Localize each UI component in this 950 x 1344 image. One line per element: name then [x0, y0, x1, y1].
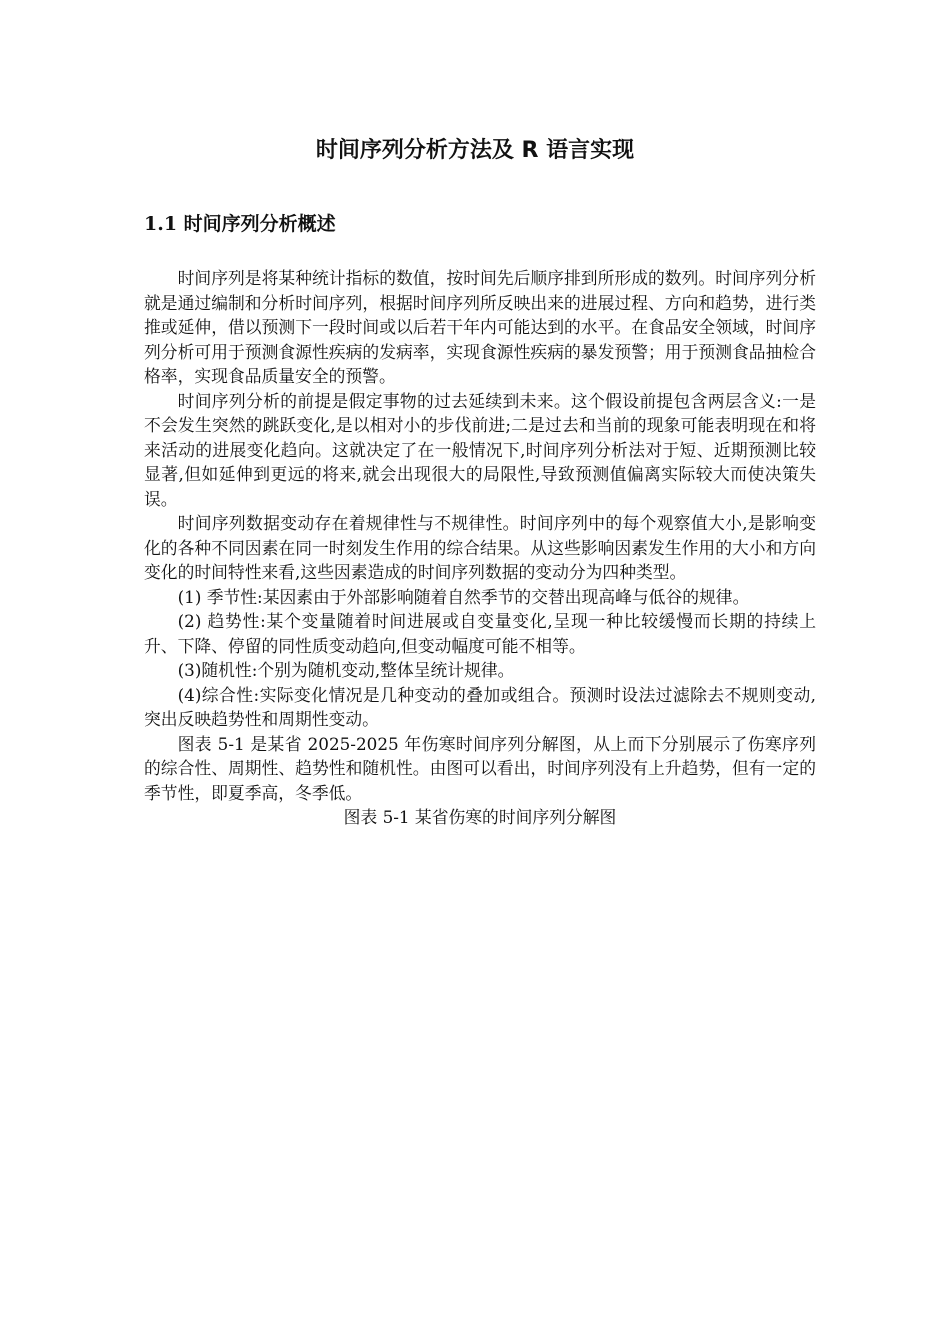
- paragraph-premise: 时间序列分析的前提是假定事物的过去延续到未来。这个假设前提包含两层含义:一是不会发生突然的跳跃变化,是以相对小的步伐前进;二是过去和当前的现象可能表明现在和将来活动的进展变化趋向。这就决定了在一般情况下,时间序列分析法对于短、近期预测比较显著,但如延伸到更远的将来,就会出现很大的局限性,导致预测值偏离实际较大而使决策失误。: [144, 390, 816, 509]
- body-text: [144, 266, 816, 830]
- figure-caption: 图表 5-1 某省伤寒的时间序列分解图: [343, 807, 617, 827]
- list-item-composite: (4)综合性:实际变化情况是几种变动的叠加或组合。预测时设法过滤除去不规则变动,突出反映趋势性和周期性变动。: [144, 684, 816, 729]
- list-item-randomness: (3)随机性:个别为随机变动,整体呈统计规律。: [177, 660, 515, 680]
- paragraph-variation: 时间序列数据变动存在着规律性与不规律性。时间序列中的每个观察值大小,是影响变化的各种不同因素在同一时刻发生作用的综合结果。从这些影响因素发生作用的大小和方向变化的时间特性来看,这些因素造成的时间序列数据的变动分为四种类型。: [144, 513, 816, 582]
- paragraph-definition: 时间序列是将某种统计指标的数值，按时间先后顺序排到所形成的数列。时间序列分析就是通过编制和分析时间序列，根据时间序列所反映出来的进展过程、方向和趋势，进行类推或延伸，借以预测下一段时间或以后若干年内可能达到的水平。在食品安全领域，时间序列分析可用于预测食源性疾病的发病率，实现食源性疾病的暴发预警；用于预测食品抽检合格率，实现食品质量安全的预警。: [144, 268, 816, 386]
- document-title: 时间序列分析方法及 R 语言实现: [315, 138, 635, 163]
- list-item-trend: (2) 趋势性:某个变量随着时间进展或自变量变化,呈现一种比较缓慢而长期的持续上升、下降、停留的同性质变动趋向,但变动幅度可能不相等。: [144, 611, 816, 656]
- paragraph-figure-reference: 图表 5-1 是某省 2025-2025 年伤寒时间序列分解图，从上而下分别展示了伤寒序列的综合性、周期性、趋势性和随机性。由图可以看出，时间序列没有上升趋势，但有一定的季节性，即夏季高，冬季低。: [144, 733, 816, 803]
- section-heading: 1.1 时间序列分析概述: [144, 213, 336, 235]
- list-item-seasonality: (1) 季节性:某因素由于外部影响随着自然季节的交替出现高峰与低谷的规律。: [177, 586, 750, 607]
